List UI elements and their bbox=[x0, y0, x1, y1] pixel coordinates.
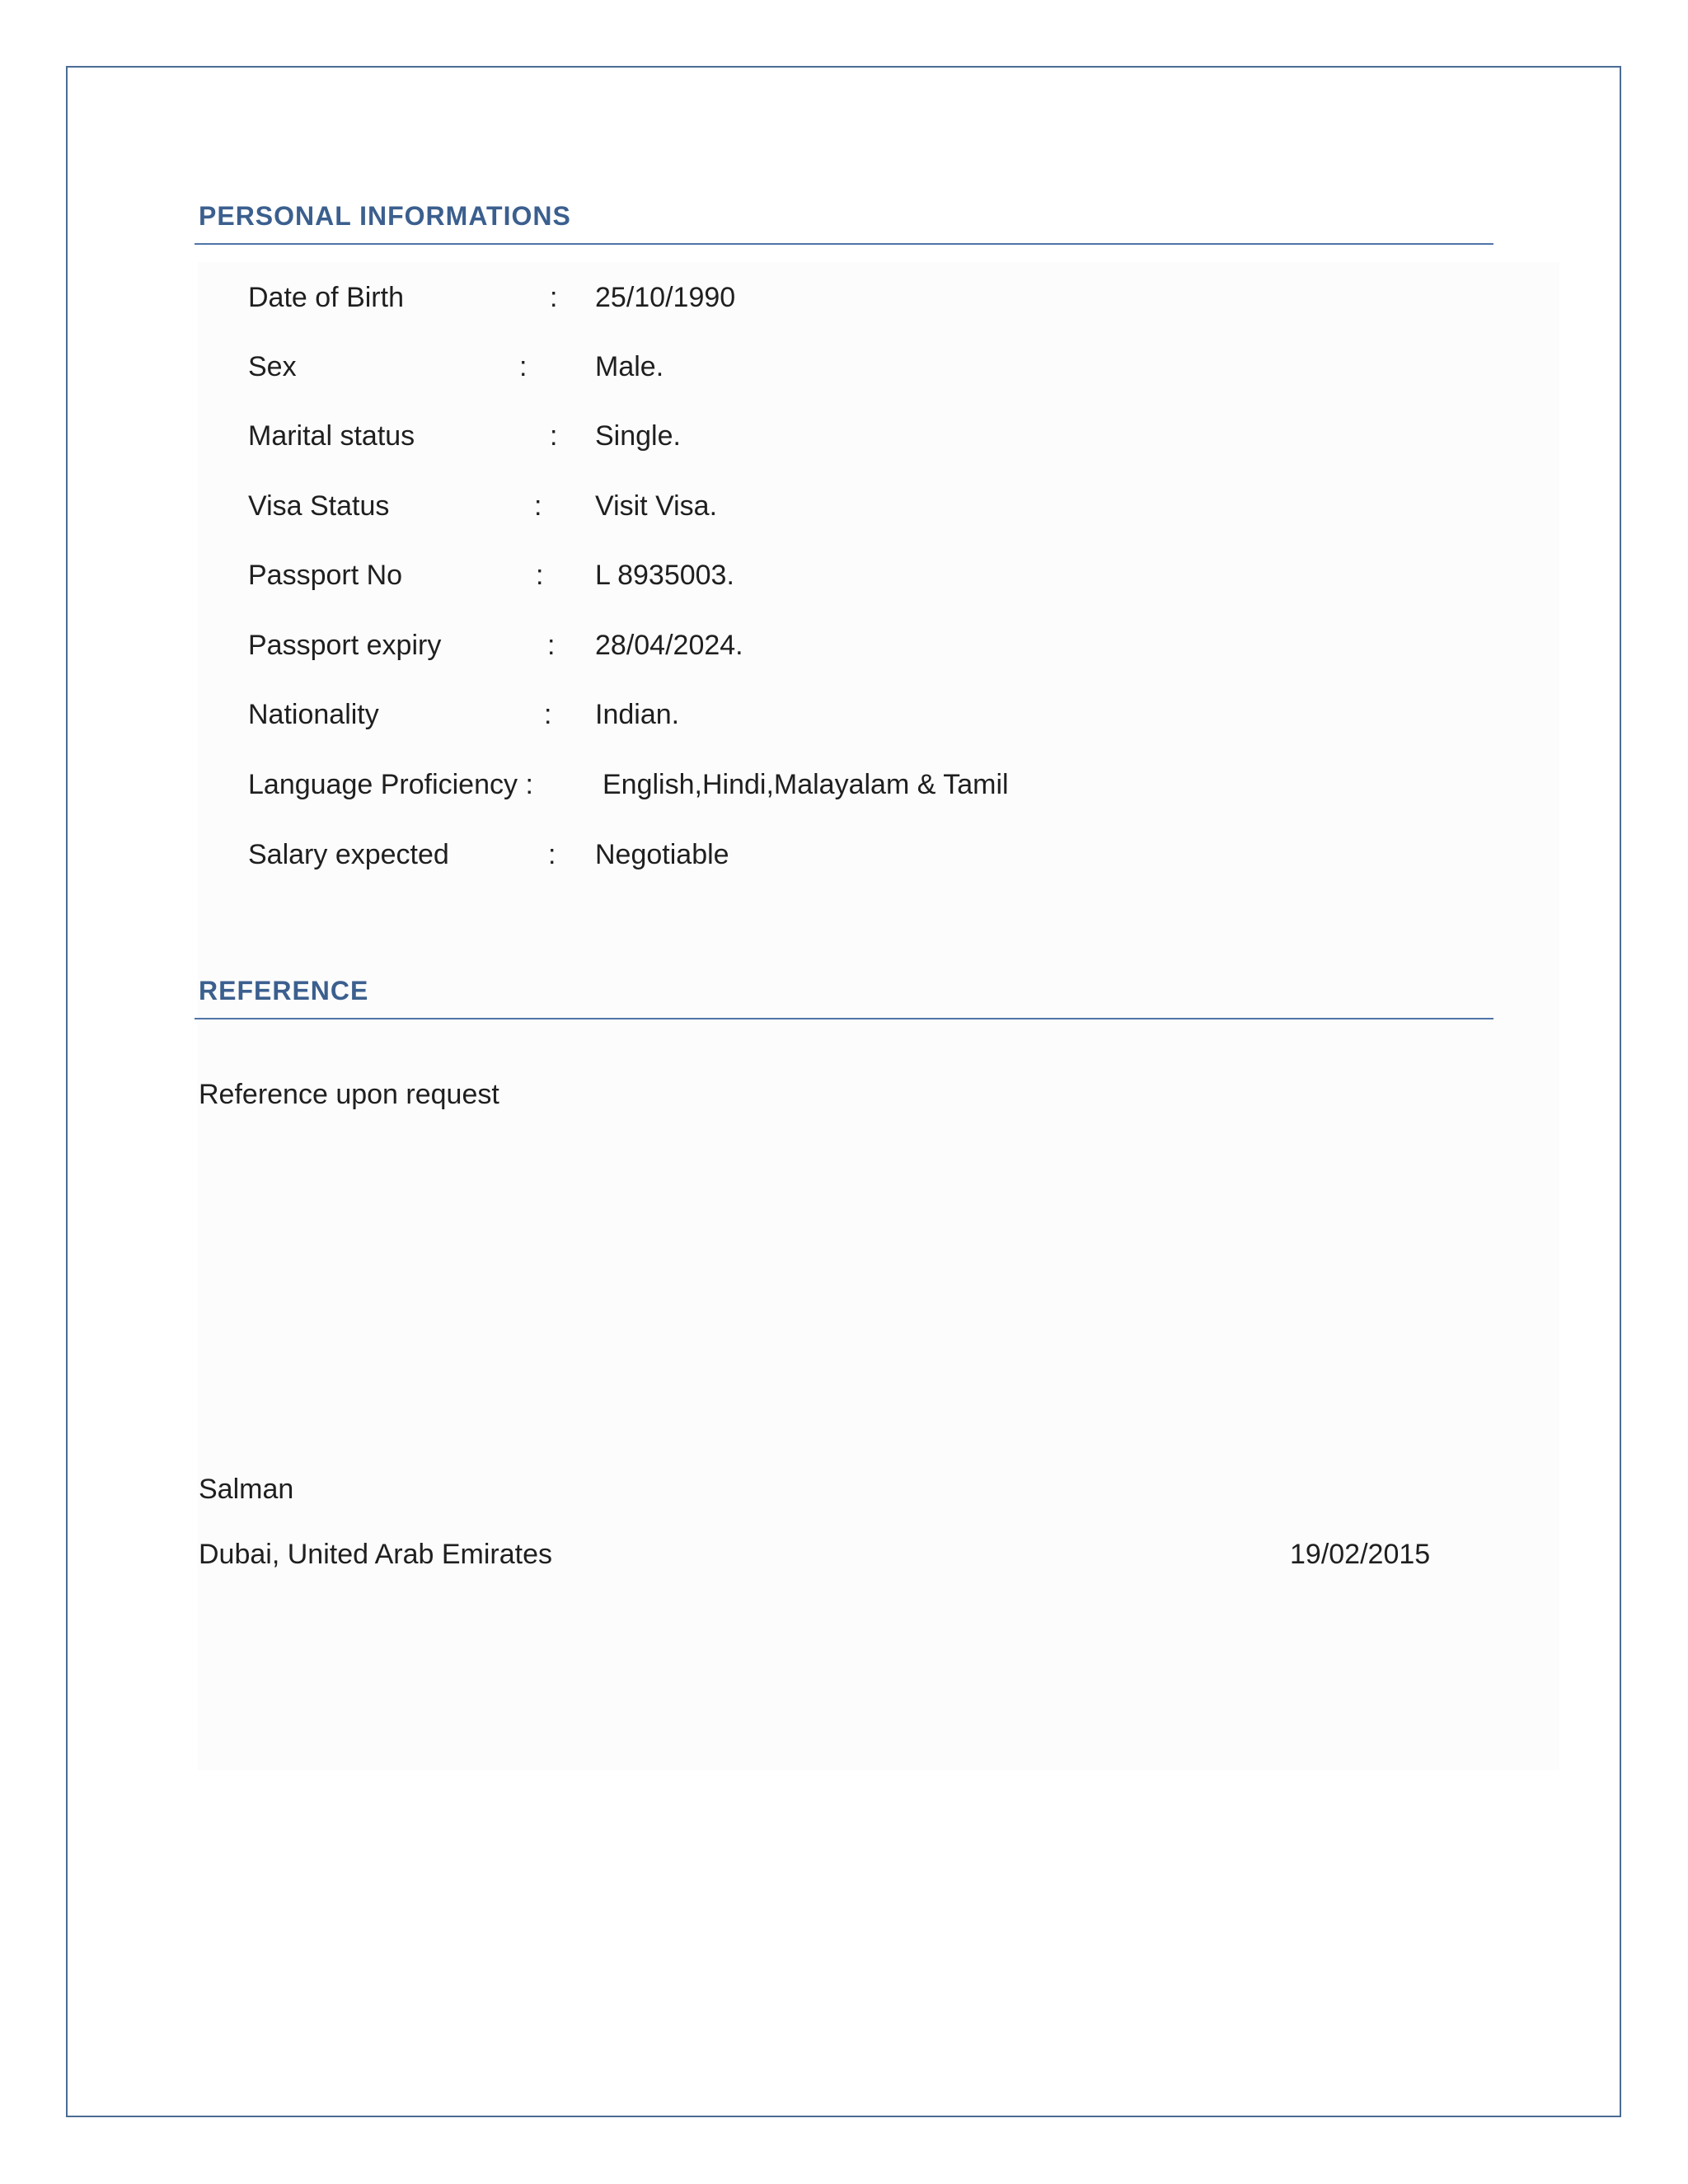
info-label: Visa Status bbox=[248, 490, 390, 522]
info-colon: : bbox=[550, 420, 558, 452]
signature-location: Dubai, United Arab Emirates bbox=[199, 1539, 552, 1570]
info-colon: : bbox=[519, 351, 528, 382]
info-colon: : bbox=[536, 560, 544, 591]
info-colon: : bbox=[547, 630, 556, 661]
info-value: 28/04/2024. bbox=[595, 630, 743, 661]
info-colon: : bbox=[544, 699, 552, 730]
info-label: Nationality bbox=[248, 699, 379, 730]
info-value: English,Hindi,Malayalam & Tamil bbox=[603, 769, 1009, 800]
reference-rule bbox=[195, 1018, 1493, 1019]
reference-heading: REFERENCE bbox=[199, 976, 369, 1005]
signature-name: Salman bbox=[199, 1474, 294, 1505]
info-value: Single. bbox=[595, 420, 681, 452]
info-label: Passport No bbox=[248, 560, 403, 591]
info-label: Date of Birth bbox=[248, 282, 404, 313]
personal-info-heading: PERSONAL INFORMATIONS bbox=[199, 201, 571, 231]
info-value: L 8935003. bbox=[595, 560, 734, 591]
info-label: Sex bbox=[248, 351, 297, 382]
info-label: Passport expiry bbox=[248, 630, 442, 661]
info-colon: : bbox=[550, 282, 558, 313]
signature-date: 19/02/2015 bbox=[1290, 1539, 1431, 1570]
info-value: Visit Visa. bbox=[595, 490, 718, 522]
info-label: Language Proficiency : bbox=[248, 769, 533, 800]
info-value: Indian. bbox=[595, 699, 680, 730]
info-value: Negotiable bbox=[595, 839, 729, 870]
info-label: Marital status bbox=[248, 420, 415, 452]
info-value: Male. bbox=[595, 351, 664, 382]
info-colon: : bbox=[548, 839, 556, 870]
info-value: 25/10/1990 bbox=[595, 282, 736, 313]
personal-info-rule bbox=[195, 243, 1493, 245]
reference-text: Reference upon request bbox=[199, 1079, 499, 1110]
info-label: Salary expected bbox=[248, 839, 449, 870]
info-colon: : bbox=[534, 490, 542, 522]
